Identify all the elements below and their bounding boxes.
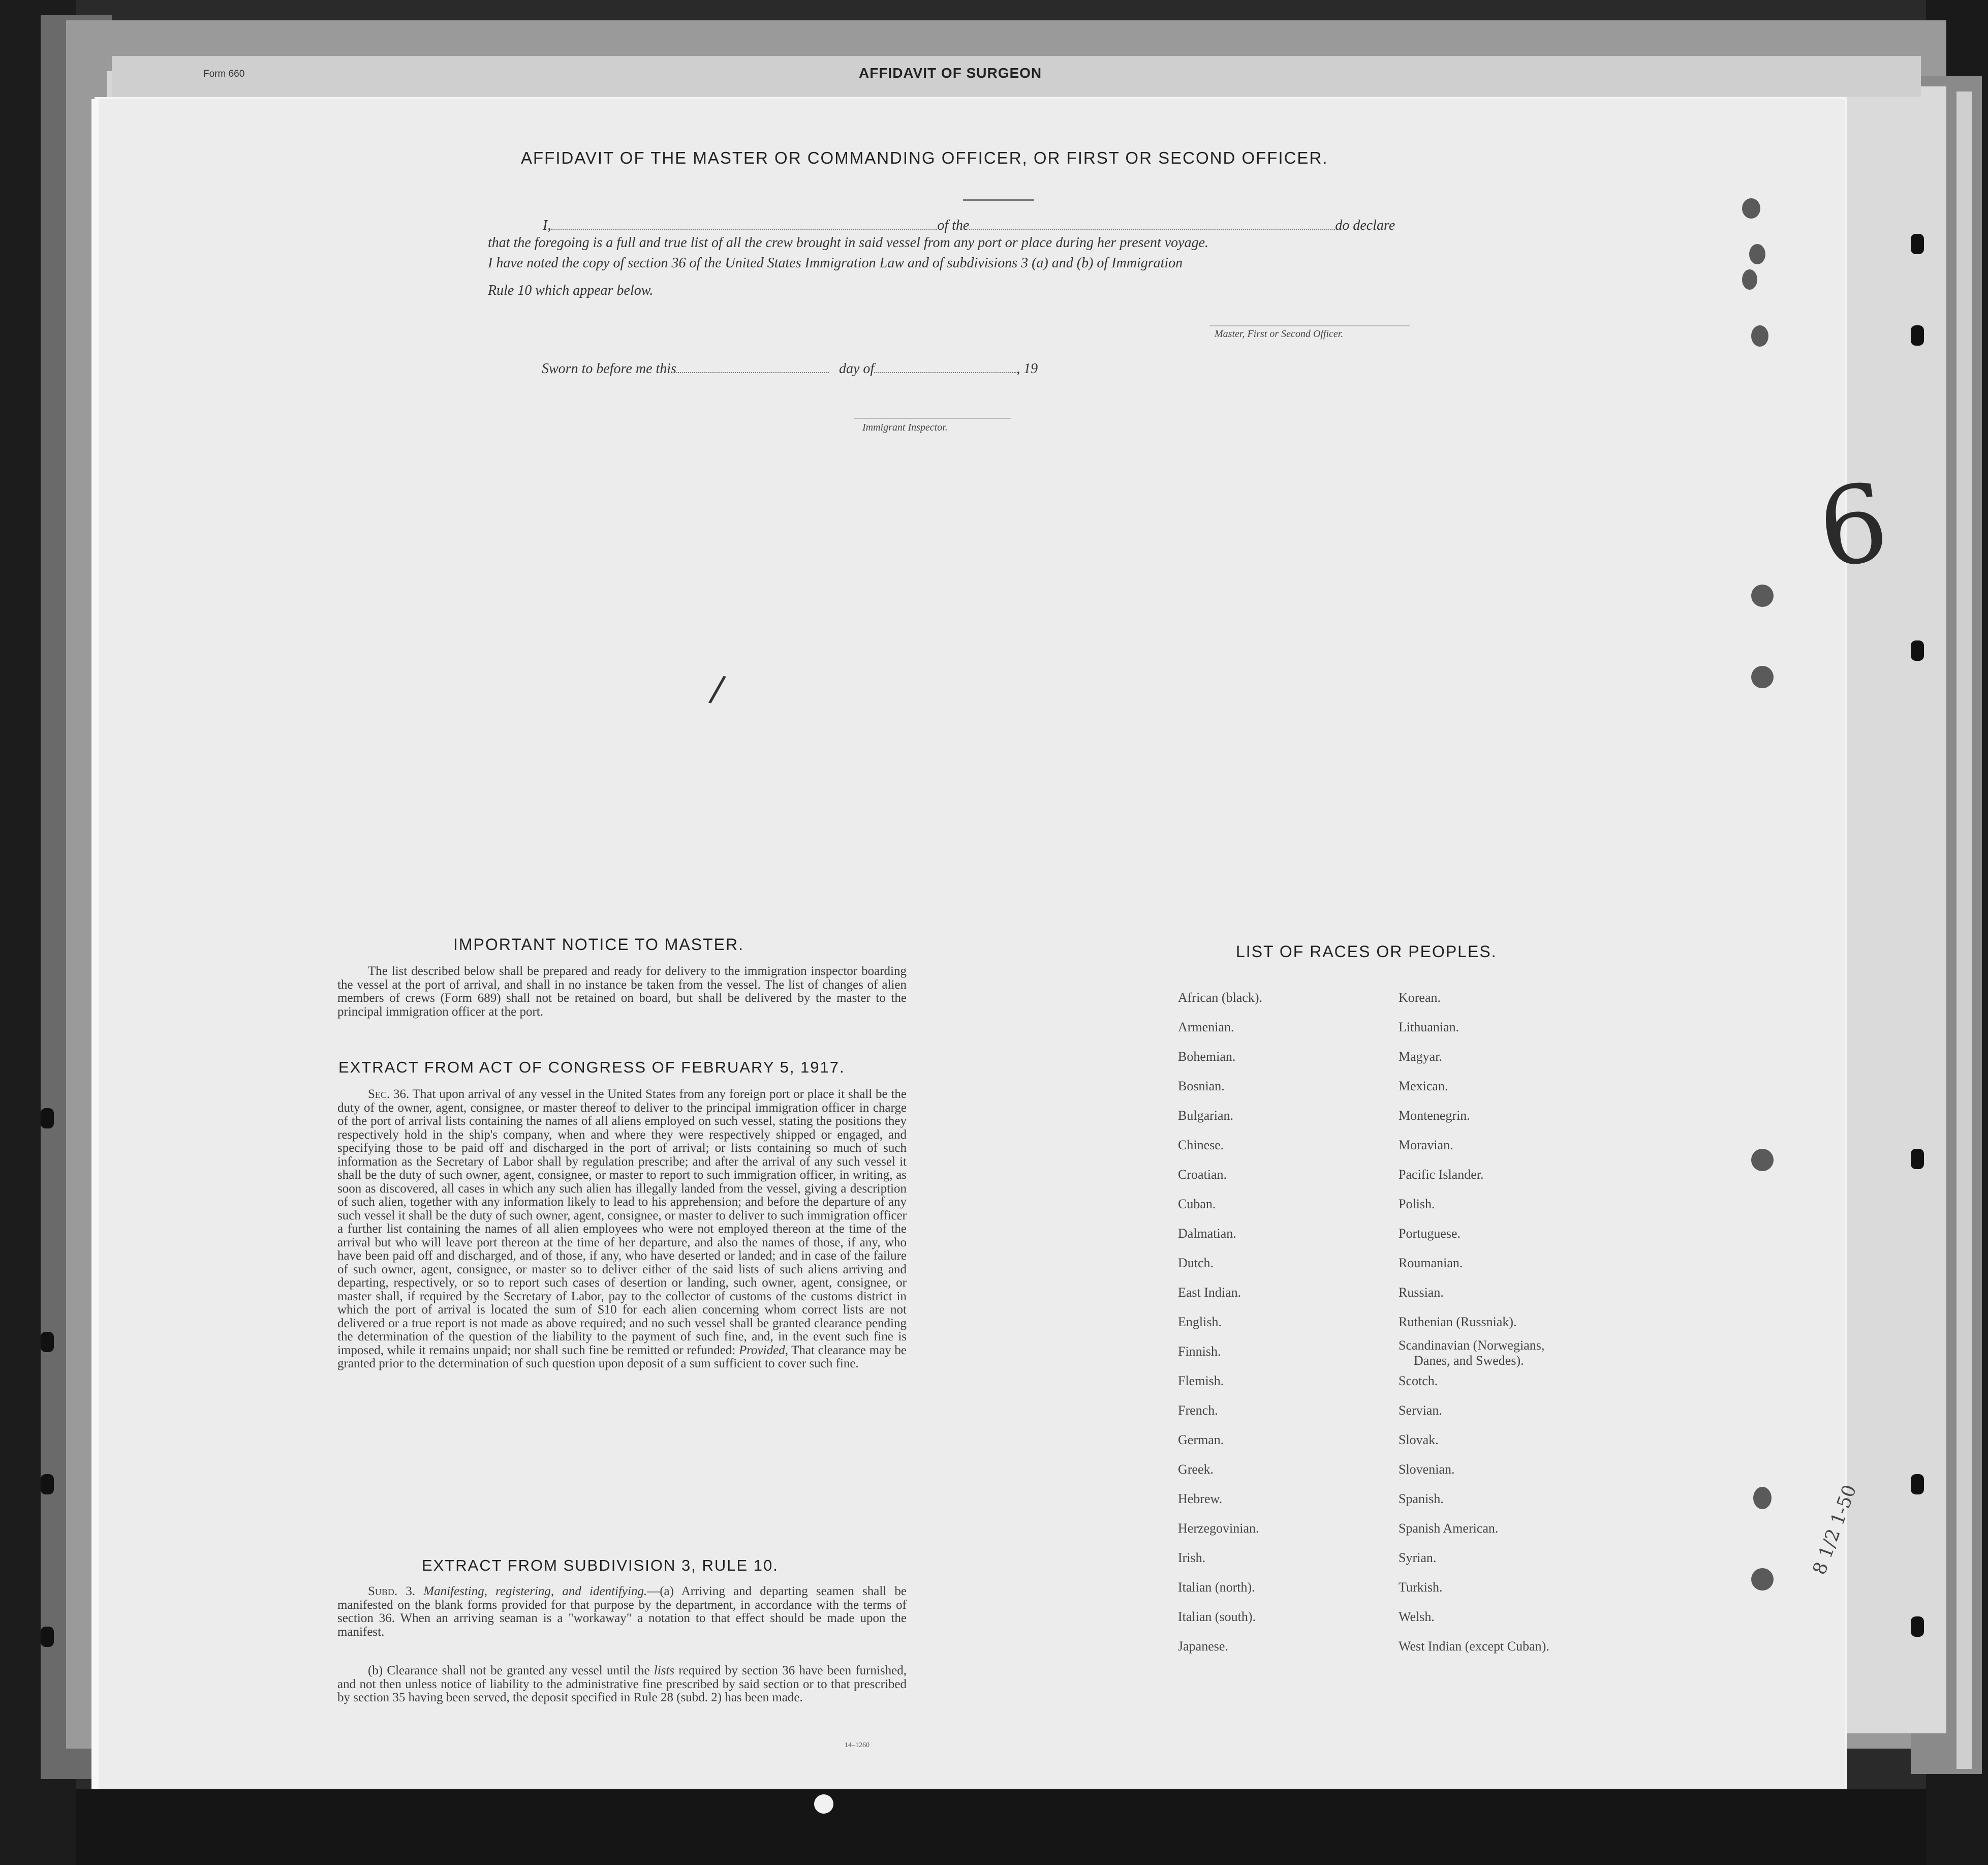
- film-sprocket: [1911, 1616, 1924, 1637]
- declaration-do-declare: do declare: [1335, 218, 1395, 233]
- punch-hole: [1753, 1487, 1772, 1509]
- page-edge: [91, 99, 99, 1789]
- rule-para-a-text: —(a) Arriving and departing seamen shall be manifested on the blank forms provided for that purpose by the department, in accordance with the terms of section 36. When an arriving seaman is a "workaway" a notation to that effect should be made upon the manifest.: [337, 1584, 907, 1639]
- declaration-line-2: that the foregoing is a full and true list of all the crew brought in said vessel from any port or place during her present voyage.: [488, 235, 1209, 251]
- race-item: Korean.: [1399, 990, 1441, 1005]
- film-sprocket: [41, 1474, 54, 1494]
- race-item: Herzegovinian.: [1178, 1521, 1259, 1536]
- punch-hole: [1751, 1568, 1774, 1591]
- race-item: Scotch.: [1399, 1373, 1438, 1388]
- film-hole: [814, 1794, 833, 1814]
- year-prefix: , 19: [1016, 361, 1038, 377]
- declaration-of-the: of the: [937, 218, 970, 233]
- race-item: Spanish American.: [1399, 1521, 1499, 1536]
- act-sec-label: Sec. 36.: [368, 1087, 410, 1101]
- act-body-end: That clearance may be granted prior to the determination of such question upon deposit of a sum sufficient to cover such fine.: [337, 1343, 907, 1370]
- race-item: Portuguese.: [1399, 1226, 1461, 1241]
- races-column-2: [1399, 990, 1549, 1668]
- header-title: AFFIDAVIT OF SURGEON: [859, 65, 1042, 81]
- race-item: Bulgarian.: [1178, 1108, 1234, 1123]
- race-item: Greek.: [1178, 1462, 1214, 1477]
- race-item-line-1: Scandinavian (Norwegians,: [1399, 1338, 1545, 1353]
- race-item: Welsh.: [1399, 1609, 1435, 1624]
- races-title: LIST OF RACES OR PEOPLES.: [1236, 942, 1497, 961]
- punch-hole: [1751, 666, 1774, 688]
- sworn-text: Sworn to before me this: [542, 361, 676, 377]
- race-item: Japanese.: [1178, 1639, 1228, 1654]
- rule-para-b-italic: lists: [654, 1664, 675, 1677]
- sworn-month-field[interactable]: [874, 362, 1016, 373]
- day-of-text: day of: [838, 361, 875, 377]
- inspector-signature-line[interactable]: [854, 418, 1011, 419]
- handwritten-margin-note: 8 1/2 1-50: [1809, 1482, 1861, 1578]
- punch-hole: [1751, 325, 1768, 347]
- race-item: Ruthenian (Russniak).: [1399, 1314, 1517, 1329]
- race-item: Italian (north).: [1178, 1580, 1255, 1595]
- race-item: Montenegrin.: [1399, 1108, 1470, 1123]
- race-item: Dalmatian.: [1178, 1226, 1236, 1241]
- declaration-line-1: [543, 218, 1395, 234]
- signature-label: Master, First or Second Officer.: [1215, 328, 1344, 340]
- race-item: Polish.: [1399, 1197, 1435, 1211]
- sworn-day-field[interactable]: [676, 362, 829, 373]
- underlying-page-right-edge: [1956, 91, 1972, 1769]
- punch-hole: [1742, 198, 1760, 219]
- race-item: East Indian.: [1178, 1285, 1241, 1300]
- race-item: Bosnian.: [1178, 1079, 1225, 1093]
- punch-hole: [1749, 244, 1765, 264]
- act-provided: Provided,: [738, 1343, 788, 1357]
- rule-subd-label: Subd. 3.: [368, 1584, 416, 1598]
- races-column-1: [1178, 990, 1262, 1668]
- race-item: Roumanian.: [1399, 1256, 1463, 1270]
- race-item: Russian.: [1399, 1285, 1444, 1300]
- title-ornament: [963, 199, 1034, 201]
- film-border-bottom: [76, 1789, 1926, 1865]
- race-item: Magyar.: [1399, 1049, 1442, 1064]
- sworn-line: [542, 361, 1038, 377]
- rule-para-a: [337, 1585, 907, 1639]
- act-title: EXTRACT FROM ACT OF CONGRESS OF FEBRUARY 5, 1917.: [338, 1058, 845, 1076]
- notice-text: The list described below shall be prepared and ready for delivery to the immigration inspector boarding the vessel at the port of arrival, and shall in no instance be taken from the vessel. The list of changes of alien members of crews (Form 689) shall not be retained on board, but shall be delivered by the master to the principal immigration officer at the port.: [337, 964, 907, 1019]
- race-item: Syrian.: [1399, 1550, 1437, 1565]
- film-sprocket: [41, 1627, 54, 1647]
- film-sprocket: [1911, 325, 1924, 346]
- race-item: Irish.: [1178, 1550, 1206, 1565]
- film-sprocket: [1911, 1149, 1924, 1169]
- race-item: Bohemian.: [1178, 1049, 1236, 1064]
- punch-hole: [1751, 585, 1774, 607]
- rule-para-b: [337, 1664, 907, 1705]
- vessel-name-field[interactable]: [969, 219, 1335, 230]
- punch-hole: [1742, 269, 1757, 290]
- act-body: That upon arrival of any vessel in the United States from any foreign port or place it shall be the duty of the owner, agent, consignee, or master thereof to deliver to the principal immigration officer in charge of the port of arrival lists containing the names of all aliens employed on such vessel, stating the positions they respectively hold in the ship's company, when and where they were respectively shipped or engaged, and specifying those to be paid off and discharged in the port of arrival; or lists containing so much of such information as the Secretary of Labor shall by regulation prescribe; and after the arrival of any such vessel it shall be the duty of such owner, agent, consignee, or master to report to such immigration officer, in writing, as soon as discovered, all cases in which any such alien has illegally landed from the vessel, giving a description of such alien, together with any information likely to lead to his apprehension; and before the departure of any such vessel it shall be the duty of such owner, agent, consignee, or master to deliver to such immigration officer a further list containing the names of all alien employees who were not employed thereon at the time of the arrival but who will leave port thereon at the time of her departure, and also the names of those, if any, who have been paid off and discharged, and of those, if any, who have deserted or landed; and in case of the failure of such owner, agent, consignee, or master so to deliver either of the said lists of such aliens arriving and departing, respectively, or so to report such cases of desertion or landing, such owner, agent, consignee, or master shall, if required by the Secretary of Labor, pay to the collector of customs of the customs district in which the port of arrival is located the sum of $10 for each alien concerning whom correct lists are not delivered or a true report is not made as above required; and no such vessel shall be granted clearance pending the determination of the question of the liability to the payment of such fine, and, in the event such fine is imposed, while it remains unpaid; nor shall such fine be remitted or refunded:: [337, 1087, 907, 1357]
- race-item: [1399, 1338, 1549, 1367]
- declaration-line-3: I have noted the copy of section 36 of the United States Immigration Law and of subdivisions 3 (a) and (b) of Immigration: [488, 255, 1183, 271]
- declaration-i: I,: [543, 218, 551, 233]
- race-item: German.: [1178, 1432, 1224, 1447]
- handwritten-page-number: 6: [1811, 459, 1896, 593]
- race-item: West Indian (except Cuban).: [1399, 1639, 1549, 1654]
- race-item: Flemish.: [1178, 1373, 1224, 1388]
- race-item: Slovak.: [1399, 1432, 1439, 1447]
- race-item-line-2: Danes, and Swedes).: [1414, 1353, 1524, 1368]
- race-item: Finnish.: [1178, 1344, 1221, 1359]
- race-item: Turkish.: [1399, 1580, 1443, 1595]
- race-item: Mexican.: [1399, 1079, 1448, 1093]
- declaration-line-4: Rule 10 which appear below.: [488, 283, 654, 298]
- handwritten-slash: /: [707, 667, 728, 711]
- print-code: 14–1260: [845, 1741, 869, 1749]
- form-number: Form 660: [203, 69, 245, 79]
- signature-line[interactable]: [1209, 325, 1410, 326]
- race-item: Armenian.: [1178, 1020, 1234, 1034]
- film-sprocket: [41, 1108, 54, 1128]
- race-item: Slovenian.: [1399, 1462, 1455, 1477]
- punch-hole: [1751, 1149, 1774, 1171]
- race-item: African (black).: [1178, 990, 1263, 1005]
- act-text: [337, 1088, 907, 1371]
- film-sprocket: [1911, 1474, 1924, 1494]
- race-item: Servian.: [1399, 1403, 1442, 1418]
- race-item: Lithuanian.: [1399, 1020, 1459, 1034]
- race-item: Dutch.: [1178, 1256, 1214, 1270]
- affidavit-title: AFFIDAVIT OF THE MASTER OR COMMANDING OFFICER, OR FIRST OR SECOND OFFICER.: [521, 148, 1328, 167]
- inspector-label: Immigrant Inspector.: [862, 422, 948, 433]
- rule-para-b-end: required by section 36 have been furnished, and not then unless notice of liability to the administrative fine prescribed by said section or to that prescribed by section 35 having been served, the deposit specified in Rule 28 (subd. 2) has been made.: [337, 1664, 907, 1704]
- race-item: Spanish.: [1399, 1491, 1444, 1506]
- race-item: Pacific Islander.: [1399, 1167, 1484, 1182]
- race-item: Chinese.: [1178, 1138, 1224, 1152]
- notice-title: IMPORTANT NOTICE TO MASTER.: [453, 935, 744, 954]
- race-item: Moravian.: [1399, 1138, 1453, 1152]
- race-item: Italian (south).: [1178, 1609, 1256, 1624]
- rule-title: EXTRACT FROM SUBDIVISION 3, RULE 10.: [422, 1556, 779, 1574]
- film-sprocket: [1911, 640, 1924, 661]
- film-sprocket: [1911, 234, 1924, 254]
- race-item: Croatian.: [1178, 1167, 1227, 1182]
- rule-subd-italic: Manifesting, registering, and identifying.: [423, 1584, 647, 1598]
- race-item: Cuban.: [1178, 1197, 1216, 1211]
- rule-para-b-start: (b) Clearance shall not be granted any vessel until the: [368, 1664, 650, 1677]
- race-item: Hebrew.: [1178, 1491, 1223, 1506]
- master-name-field[interactable]: [551, 219, 937, 230]
- race-item: French.: [1178, 1403, 1218, 1418]
- document-page: [97, 99, 1845, 1789]
- race-item: English.: [1178, 1314, 1222, 1329]
- film-sprocket: [41, 1332, 54, 1352]
